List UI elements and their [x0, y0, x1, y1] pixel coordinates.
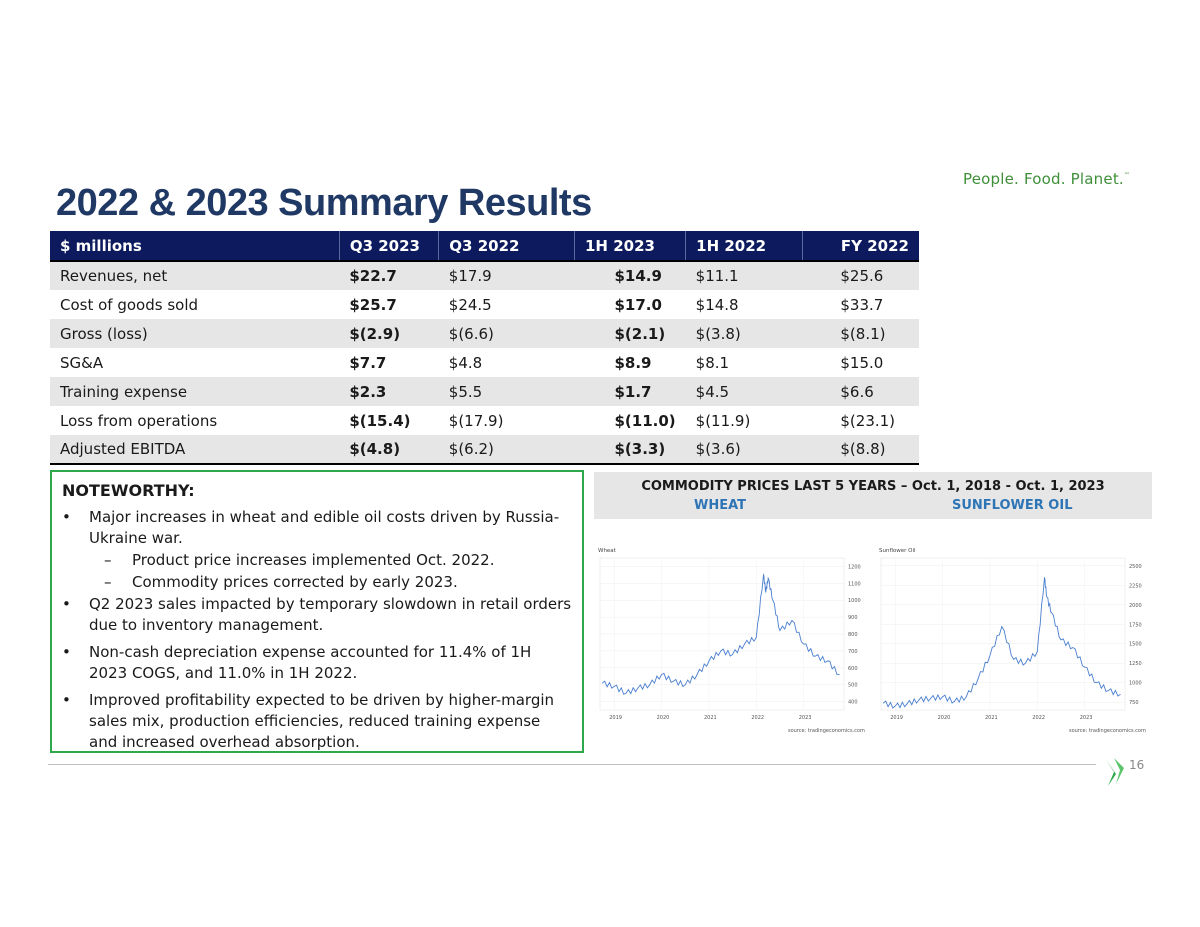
data-point: [1120, 694, 1121, 695]
cell-q3-2023: $7.7: [349, 353, 387, 372]
cell-q3-2023: $25.7: [349, 295, 397, 314]
cell-q3-2022: $5.5: [439, 377, 575, 406]
bullet-text: Improved profitability expected to be driven by higher-margin sales mix, production efficiencies, reduced training expense and increased overhead absorption.: [89, 691, 555, 751]
cell-fy-2022: $(8.8): [802, 435, 919, 464]
cell-1h-2022: $(3.8): [686, 319, 803, 348]
cell-1h-2022: $11.1: [686, 261, 803, 290]
bullet-text: Major increases in wheat and edible oil costs driven by Russia-Ukraine war.: [89, 508, 560, 547]
data-point: [815, 656, 816, 657]
bullet-marker: •: [62, 595, 71, 613]
y-tick-label: 1200: [848, 564, 861, 571]
cell-1h-2023: $14.9: [574, 261, 685, 290]
page-number: 16: [1129, 758, 1145, 772]
tagline-text: People. Food. Planet.: [963, 170, 1124, 188]
cell-q3-2022: $(17.9): [448, 411, 504, 430]
data-point: [780, 630, 781, 631]
data-point: [1037, 651, 1038, 652]
summary-results-table: [50, 231, 919, 465]
cell-1h-2022: $(11.9): [695, 411, 751, 430]
y-tick-label: 1250: [1129, 661, 1142, 668]
data-point: [1044, 577, 1045, 578]
sunflower-label: SUNFLOWER OIL: [952, 498, 1073, 513]
data-point: [614, 686, 615, 687]
x-tick-label: 2022: [1032, 715, 1046, 721]
noteworthy-sub-bullet: [62, 550, 572, 571]
table-row: [50, 377, 919, 406]
data-point: [763, 574, 764, 575]
cell-q3-2023: $22.7: [339, 261, 438, 290]
data-point: [954, 701, 955, 702]
data-point: [919, 699, 920, 700]
y-tick-label: 1000: [848, 598, 861, 605]
data-point: [1025, 663, 1026, 664]
footer-divider: [48, 764, 1096, 765]
trademark-mark: ™: [1123, 172, 1131, 179]
plot-area: [881, 558, 1125, 710]
cell-q3-2023: $(15.4): [349, 411, 411, 430]
data-point: [1084, 667, 1085, 668]
x-tick-label: 2020: [937, 715, 951, 721]
sunflower-chart-svg: [877, 544, 1153, 736]
x-tick-label: 2020: [656, 715, 670, 721]
data-point: [791, 620, 792, 621]
cell-fy-2022: $33.7: [840, 295, 884, 314]
data-point: [756, 637, 757, 638]
data-point: [697, 674, 698, 675]
y-tick-label: 1100: [848, 581, 861, 588]
row-label: Loss from operations: [60, 411, 218, 430]
table-row: [50, 319, 919, 348]
cell-q3-2022: $4.8: [448, 353, 483, 372]
data-point: [978, 678, 979, 679]
data-point: [1096, 682, 1097, 683]
row-label: Training expense: [50, 377, 339, 406]
cell-q3-2022: $(6.2): [439, 435, 575, 464]
y-tick-label: 2000: [1129, 602, 1142, 609]
cell-q3-2022: $(6.6): [439, 319, 575, 348]
data-point: [990, 655, 991, 656]
header-millions: $ millions: [50, 231, 339, 261]
y-tick-label: 900: [848, 615, 858, 622]
data-point: [773, 600, 774, 601]
sub-bullet-text: Product price increases implemented Oct. 2022.: [132, 551, 495, 569]
cell-1h-2023: $8.9: [614, 353, 652, 372]
cell-q3-2023: $(4.8): [339, 435, 438, 464]
table-row: [50, 261, 919, 290]
noteworthy-bullet: [62, 690, 572, 753]
y-tick-label: 800: [848, 632, 858, 638]
data-point: [942, 696, 943, 697]
y-tick-label: 600: [848, 665, 858, 672]
cell-fy-2022: $15.0: [840, 353, 884, 372]
commodity-title: COMMODITY PRICES LAST 5 YEARS – Oct. 1, 2018 - Oct. 1, 2023: [641, 479, 1105, 494]
header-1h-2023: 1H 2023: [574, 231, 685, 261]
cell-q3-2023: $2.3: [339, 377, 438, 406]
noteworthy-heading: NOTEWORTHY:: [62, 481, 195, 500]
data-point: [966, 696, 967, 697]
bullet-text: Non-cash depreciation expense accounted for 11.4% of 1H 2023 COGS, and 11.0% in 1H 2022.: [89, 643, 532, 682]
data-point: [602, 683, 603, 684]
cell-1h-2023: $(2.1): [574, 319, 685, 348]
data-point: [1072, 647, 1073, 648]
data-point: [883, 703, 884, 704]
data-point: [930, 698, 931, 699]
cell-fy-2022: $25.6: [802, 261, 919, 290]
x-tick-label: 2021: [703, 715, 717, 721]
cell-fy-2022: $(23.1): [840, 411, 896, 430]
x-tick-label: 2019: [609, 715, 622, 721]
data-point: [895, 706, 896, 707]
y-tick-label: 700: [848, 648, 858, 655]
table-row: [50, 290, 919, 319]
header-1h-2022: 1H 2022: [686, 231, 803, 261]
leaf-logo-icon: [1104, 756, 1126, 788]
data-point: [768, 578, 769, 579]
data-point: [661, 674, 662, 675]
y-tick-label: 500: [848, 682, 858, 689]
data-point: [744, 644, 745, 645]
noteworthy-bullet: [62, 507, 572, 549]
chart-source: source: tradingeconomics.com: [1069, 728, 1146, 734]
noteworthy-bullet: [62, 642, 572, 684]
data-point: [649, 684, 650, 685]
dash-marker: –: [104, 551, 112, 569]
company-logo: [1104, 756, 1126, 793]
bullet-marker: •: [62, 691, 71, 709]
y-tick-label: 2250: [1129, 583, 1142, 590]
wheat-chart: [596, 544, 872, 736]
data-point: [1046, 597, 1047, 598]
cell-1h-2023: $(11.0): [614, 411, 676, 430]
y-tick-label: 1000: [1129, 680, 1142, 687]
header-q3-2023: Q3 2023: [339, 231, 438, 261]
row-label: Cost of goods sold: [60, 295, 199, 314]
cell-1h-2023: $17.0: [614, 295, 662, 314]
data-point: [685, 684, 686, 685]
x-tick-label: 2022: [751, 715, 765, 721]
row-label: Adjusted EBITDA: [50, 435, 339, 464]
cell-1h-2022: $14.8: [695, 295, 739, 314]
row-label: Revenues, net: [50, 261, 339, 290]
noteworthy-sub-bullet: [62, 572, 572, 593]
wheat-label: WHEAT: [694, 498, 747, 513]
commodity-header: [594, 472, 1152, 519]
x-tick-label: 2021: [984, 715, 998, 721]
cell-q3-2022: $24.5: [448, 295, 492, 314]
table-row: [50, 406, 919, 435]
bullet-marker: •: [62, 508, 71, 526]
dash-marker: –: [104, 573, 112, 591]
data-point: [1051, 612, 1052, 613]
data-point: [839, 674, 840, 675]
row-label: Gross (loss): [50, 319, 339, 348]
y-tick-label: 1750: [1129, 622, 1142, 629]
cell-fy-2022: $6.6: [802, 377, 919, 406]
tagline: [963, 170, 1130, 188]
chart-title: Sunflower Oil: [879, 548, 916, 554]
y-tick-label: 400: [848, 699, 858, 706]
y-tick-label: 2500: [1129, 563, 1142, 570]
y-tick-label: 1500: [1129, 641, 1142, 648]
y-tick-label: 750: [1129, 700, 1139, 707]
cell-1h-2022: $8.1: [695, 353, 730, 372]
data-point: [1108, 690, 1109, 691]
data-point: [907, 703, 908, 704]
table-row: [50, 435, 919, 464]
data-point: [709, 661, 710, 662]
x-tick-label: 2023: [798, 715, 812, 721]
sub-bullet-text: Commodity prices corrected by early 2023.: [132, 573, 458, 591]
cell-q3-2023: $(2.9): [339, 319, 438, 348]
table-header-row: [50, 231, 919, 261]
data-point: [1061, 639, 1062, 640]
header-q3-2022: Q3 2022: [439, 231, 575, 261]
data-point: [1001, 626, 1002, 627]
data-point: [732, 654, 733, 655]
cell-fy-2022: $(8.1): [802, 319, 919, 348]
cell-1h-2023: $1.7: [574, 377, 685, 406]
bullet-marker: •: [62, 643, 71, 661]
noteworthy-box: [50, 470, 584, 753]
chart-title: Wheat: [598, 548, 616, 554]
x-tick-label: 2019: [890, 715, 903, 721]
cell-1h-2022: $4.5: [686, 377, 803, 406]
cell-q3-2022: $17.9: [439, 261, 575, 290]
x-tick-label: 2023: [1079, 715, 1093, 721]
chart-source: source: tradingeconomics.com: [788, 728, 865, 734]
page-title: 2022 & 2023 Summary Results: [56, 182, 592, 224]
data-point: [720, 650, 721, 651]
data-point: [626, 693, 627, 694]
row-label: SG&A: [60, 353, 104, 372]
data-point: [803, 644, 804, 645]
table-row: [50, 348, 919, 377]
data-point: [765, 591, 766, 592]
noteworthy-bullet: [62, 594, 572, 636]
bullet-text: Q2 2023 sales impacted by temporary slowdown in retail orders due to inventory management.: [89, 595, 572, 634]
data-point: [827, 661, 828, 662]
data-point: [673, 681, 674, 682]
cell-1h-2023: $(3.3): [574, 435, 685, 464]
cell-1h-2022: $(3.6): [686, 435, 803, 464]
header-fy-2022: FY 2022: [802, 231, 919, 261]
data-point: [638, 688, 639, 689]
data-point: [1013, 659, 1014, 660]
wheat-chart-svg: [596, 544, 872, 736]
sunflower-chart: [877, 544, 1153, 736]
